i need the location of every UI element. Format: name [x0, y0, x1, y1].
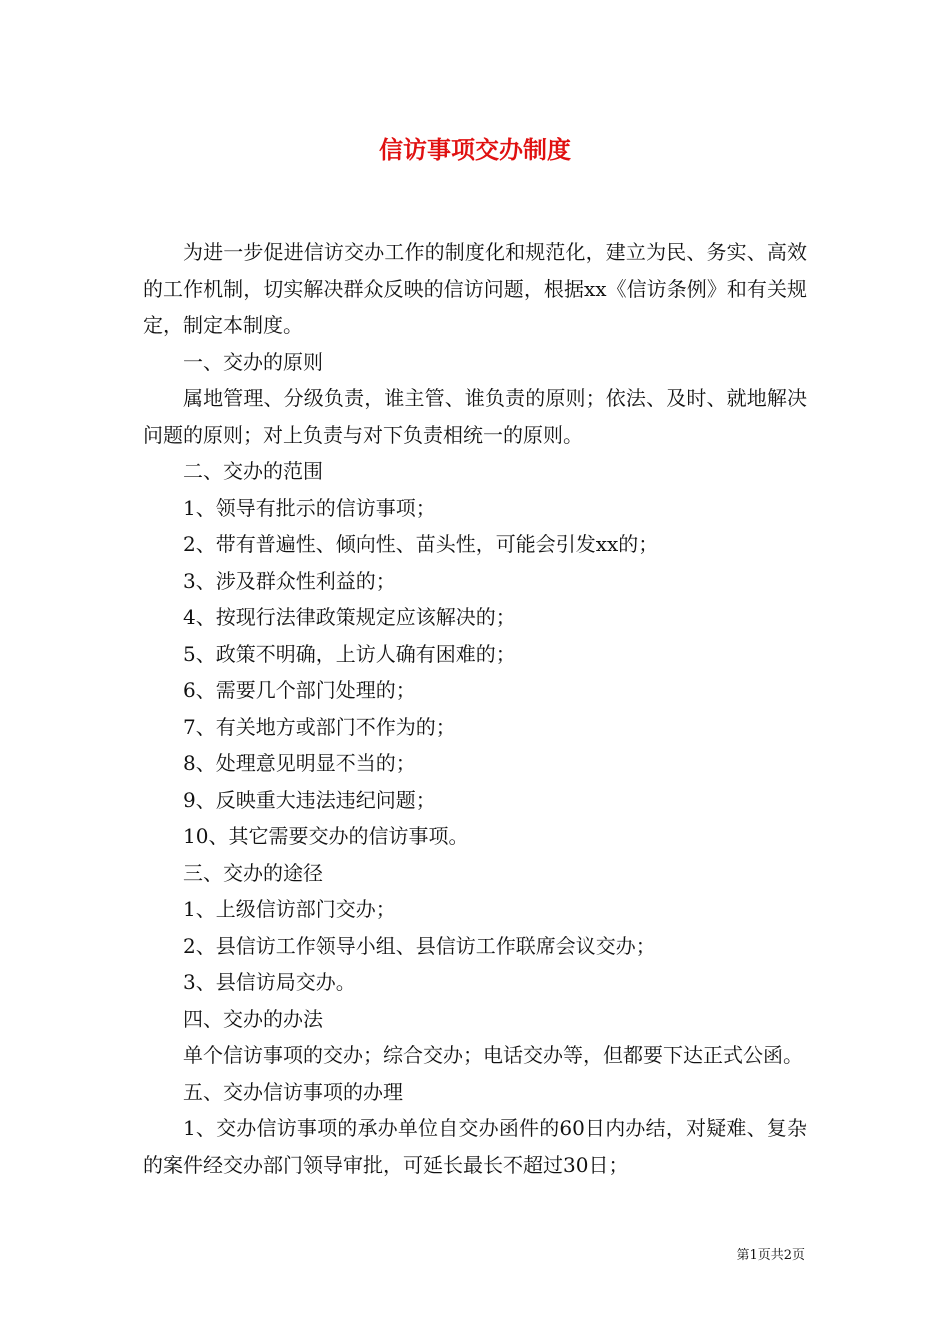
paragraph-methods: 单个信访事项的交办；综合交办；电话交办等，但都要下达正式公函。 — [183, 1043, 803, 1067]
heading-scope: 二、交办的范围 — [183, 459, 323, 483]
heading-handling: 五、交办信访事项的办理 — [183, 1079, 403, 1104]
list-item-scope-9: 9、反映重大违法违纪问题； — [183, 787, 436, 812]
list-item-scope-3: 3、涉及群众性利益的； — [183, 568, 396, 593]
list-item-scope-8: 8、处理意见明显不当的； — [183, 751, 416, 775]
page-number-label: 第1页共2页 — [736, 1248, 805, 1263]
list-item-channel-1: 1、上级信访部门交办； — [183, 897, 396, 921]
heading-principles: 一、交办的原则 — [183, 349, 323, 374]
list-item-scope-2: 2、带有普遍性、倾向性、苗头性，可能会引发xx的； — [183, 532, 659, 556]
paragraph-principles: 属地管理、分级负责，谁主管、谁负责的原则；依法、及时、就地解决问题的原则；对上负责与对下负责相统一的原则。 — [143, 386, 807, 447]
document-title: 信访事项交办制度 — [379, 135, 571, 164]
heading-channels: 三、交办的途径 — [183, 860, 323, 885]
list-item-scope-5: 5、政策不明确，上访人确有困难的； — [183, 641, 516, 666]
list-item-scope-7: 7、有关地方或部门不作为的； — [183, 714, 456, 739]
heading-methods: 四、交办的办法 — [183, 1006, 323, 1031]
document-body — [143, 234, 807, 1183]
list-item-channel-2: 2、县信访工作领导小组、县信访工作联席会议交办； — [183, 933, 656, 958]
list-item-scope-10: 10、其它需要交办的信访事项。 — [183, 824, 469, 848]
list-item-handling-1: 1、交办信访事项的承办单位自交办函件的60日内办结，对疑难、复杂的案件经交办部门领导审批，可延长最长不超过30日； — [143, 1116, 807, 1177]
list-item-scope-1: 1、领导有批示的信访事项； — [183, 495, 436, 520]
list-item-scope-4: 4、按现行法律政策规定应该解决的； — [183, 605, 516, 629]
page-footer — [736, 1246, 805, 1266]
paragraph-intro: 为进一步促进信访交办工作的制度化和规范化，建立为民、务实、高效的工作机制，切实解决群众反映的信访问题，根据xx《信访条例》和有关规定，制定本制度。 — [143, 240, 807, 337]
list-item-channel-3: 3、县信访局交办。 — [183, 970, 356, 994]
list-item-scope-6: 6、需要几个部门处理的； — [183, 678, 416, 702]
